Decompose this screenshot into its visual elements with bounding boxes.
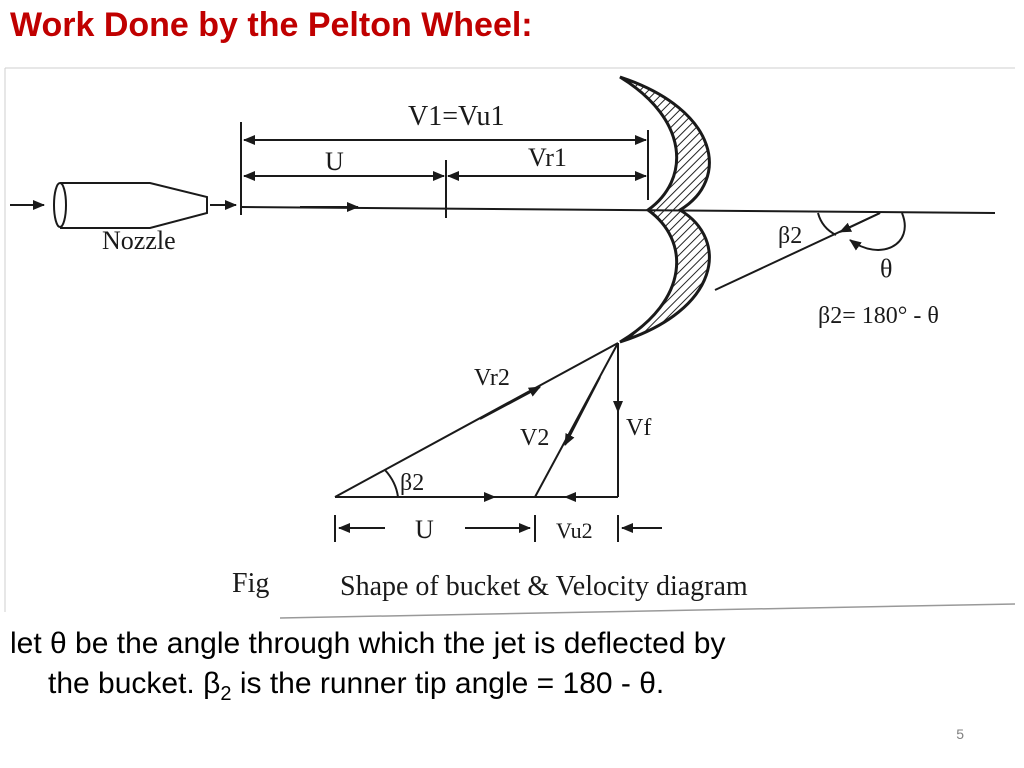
explanation-line-2	[10, 664, 1010, 714]
figure-frame	[5, 68, 1015, 618]
label-vr1: Vr1	[528, 143, 567, 172]
label-nozzle: Nozzle	[102, 226, 176, 255]
outlet-angle-lines	[715, 213, 905, 290]
explanation-text	[10, 624, 1010, 714]
dimension-lines-top	[241, 122, 648, 218]
label-theta: θ	[880, 254, 893, 283]
slide-number: 5	[956, 726, 964, 742]
label-u-top: U	[325, 147, 344, 176]
label-beta2-formula: β2= 180° - θ	[818, 303, 939, 329]
nozzle-shape	[54, 183, 207, 228]
explanation-line-2-start: the bucket. β	[48, 667, 221, 700]
explanation-line-1: let θ be the angle through which the jet is deflected by	[10, 627, 726, 660]
label-beta2-bottom: β2	[400, 470, 425, 496]
jet-axis	[241, 207, 995, 213]
figure-caption-label: Fig	[232, 568, 270, 599]
label-v1-vu1: V1=Vu1	[408, 101, 505, 132]
label-u-bottom: U	[415, 515, 434, 544]
figure-caption-text: Shape of bucket & Velocity diagram	[340, 571, 748, 602]
beta-subscript: 2	[220, 683, 232, 705]
label-v2: V2	[520, 425, 550, 451]
dimension-lines-bottom	[335, 515, 662, 542]
explanation-line-2-end: is the runner tip angle = 180 - θ.	[231, 667, 665, 700]
pelton-velocity-diagram	[0, 55, 1024, 620]
label-vr2: Vr2	[474, 365, 510, 391]
label-beta2-top: β2	[778, 223, 803, 249]
slide-title: Work Done by the Pelton Wheel:	[10, 6, 533, 44]
label-vu2: Vu2	[556, 518, 593, 543]
label-vf: Vf	[626, 415, 652, 441]
